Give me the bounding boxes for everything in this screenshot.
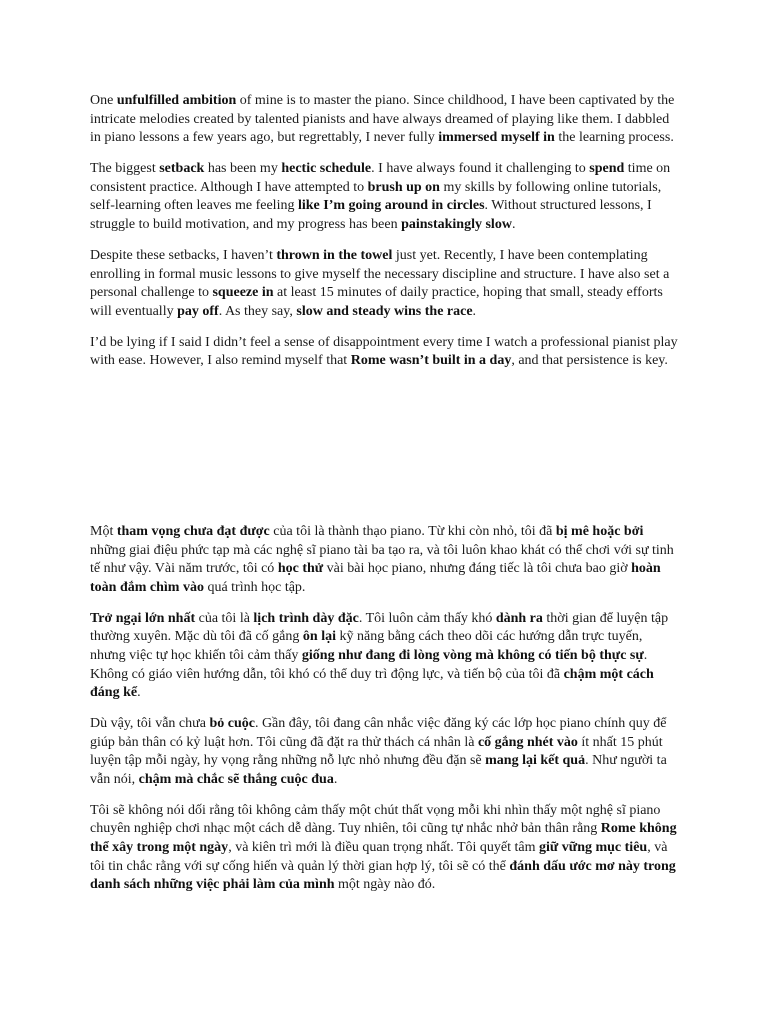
highlighted-phrase: giống như đang đi lòng vòng mà không có tiến bộ thực sự (301, 647, 644, 663)
text-run: những giai điệu phức tạp mà các nghệ sĩ piano tài ba tạo ra, và tôi luôn khao khát có thể chơi với sự tinh tế như vậy. Vài năm trước, tôi có (90, 542, 674, 577)
highlighted-phrase: chậm một cách đáng kể (90, 666, 654, 701)
highlighted-phrase: painstakingly slow (401, 216, 512, 232)
text-run: . Như người ta vẫn nói, (90, 753, 667, 787)
paragraph (90, 247, 678, 321)
text-run: . (472, 303, 477, 319)
highlighted-phrase: tham vọng chưa đạt được (116, 524, 270, 539)
text-run: the learning process. (554, 130, 674, 146)
highlighted-phrase: squeeze in (212, 285, 274, 301)
text-run: một ngày nào đó. (334, 877, 436, 893)
highlighted-phrase: đánh dấu ước mơ này trong danh sách những việc phải làm của mình (90, 858, 676, 893)
text-run: . (137, 685, 141, 701)
text-run: has been my (204, 161, 282, 177)
paragraph (90, 802, 678, 895)
text-run: . (511, 216, 516, 232)
highlighted-phrase: pay off (177, 303, 219, 319)
text-run: . (333, 771, 338, 787)
text-run: vài bài học piano, nhưng đáng tiếc là tôi chưa bao giờ (323, 561, 632, 577)
text-run: . I have always found it challenging to (371, 161, 590, 177)
text-run: I’d be lying if I said I didn’t feel a sense of disappointment every time I watch a professional pianist play with ease. However, I also remind myself that (90, 334, 678, 369)
highlighted-phrase: thrown in the towel (276, 247, 393, 263)
text-run: , và tôi tin chắc rằng với sự cống hiến và quản lý thời gian hợp lý, tôi sẽ có thể (90, 840, 668, 874)
highlighted-phrase: Rome không thể xây trong một ngày (90, 821, 677, 856)
highlighted-phrase: slow and steady wins the race (296, 303, 473, 319)
english-essay (90, 92, 678, 383)
highlighted-phrase: hoàn toàn đắm chìm vào (90, 561, 661, 595)
text-run: của tôi là (195, 610, 254, 626)
text-run: time on consistent practice. Although I have attempted to (90, 161, 671, 195)
highlighted-phrase: unfulfilled ambition (116, 93, 237, 108)
paragraph (90, 334, 678, 371)
text-run: . Without structured lessons, I struggle to build motivation, and my progress has been (90, 198, 652, 232)
highlighted-phrase: mang lại kết quả (485, 753, 586, 769)
text-run: của tôi là thành thạo piano. Từ khi còn nhỏ, tôi đã (269, 524, 556, 539)
highlighted-phrase: bỏ cuộc (209, 716, 255, 732)
text-run: Tôi sẽ không nói dối rằng tôi không cảm thấy một chút thất vọng mỗi khi nhìn thấy một nghệ sĩ piano chuyên nghiệp chơi nhạc một cách dễ dàng. Tuy nhiên, tôi cũng tự nhắc nhở bản thân rằng (90, 802, 661, 837)
text-run: . As they say, (218, 303, 297, 319)
highlighted-phrase: like I’m going around in circles (297, 198, 485, 214)
text-run: kỹ năng bằng cách theo dõi các hướng dẫn trực tuyến, nhưng việc tự học khiến tôi cảm thấy (90, 629, 643, 663)
vietnamese-translation (90, 523, 678, 907)
paragraph (90, 523, 678, 597)
text-run: . Tôi luôn cảm thấy khó (358, 610, 496, 626)
paragraph (90, 92, 678, 148)
highlighted-phrase: học thử (277, 561, 324, 577)
highlighted-phrase: bị mê hoặc bởi (555, 524, 644, 539)
text-run: One (90, 93, 117, 108)
paragraph (90, 715, 678, 789)
highlighted-phrase: setback (159, 161, 205, 177)
highlighted-phrase: chậm mà chắc sẽ thắng cuộc đua (138, 771, 334, 787)
paragraph (90, 610, 678, 703)
highlighted-phrase: hectic schedule (281, 161, 372, 177)
text-run: , và kiên trì mới là điều quan trọng nhất. Tôi quyết tâm (228, 840, 539, 856)
text-run: my skills by following online tutorials, self-learning often leaves me feeling (90, 179, 662, 214)
highlighted-phrase: ôn lại (302, 629, 336, 645)
text-run: The biggest (90, 161, 160, 177)
highlighted-phrase: Trở ngại lớn nhất (90, 610, 196, 626)
text-run: just yet. Recently, I have been contemplating enrolling in formal music lessons to give myself the necessary discipline and structure. I have also set a personal challenge to (90, 247, 670, 301)
text-run: ít nhất 15 phút luyện tập mỗi ngày, hy vọng rằng những nỗ lực nhỏ nhưng đều đặn sẽ (90, 734, 663, 769)
paragraph (90, 160, 678, 234)
highlighted-phrase: brush up on (367, 179, 440, 195)
text-run: Một (90, 524, 117, 539)
highlighted-phrase: giữ vững mục tiêu (539, 840, 648, 856)
text-run: Despite these setbacks, I haven’t (90, 247, 277, 263)
highlighted-phrase: immersed myself in (438, 130, 555, 146)
text-run: , and that persistence is key. (511, 353, 668, 369)
highlighted-phrase: lịch trình dày đặc (253, 610, 359, 626)
highlighted-phrase: spend (589, 161, 625, 177)
text-run: Dù vậy, tôi vẫn chưa (90, 716, 210, 732)
highlighted-phrase: Rome wasn’t built in a day (350, 353, 512, 369)
text-run: . Không có giáo viên hướng dẫn, tôi khó có thể duy trì động lực, và tiến bộ của tôi đã (90, 647, 648, 682)
text-run: quá trình học tập. (203, 579, 306, 595)
text-run: of mine is to master the piano. Since childhood, I have been captivated by the intricate melodies created by talented pianists and have always dreamed of playing like them. I dabbled in piano lessons a few years ago, but regrettably, I never fully (90, 93, 675, 146)
text-run: at least 15 minutes of daily practice, hoping that small, steady efforts will eventually (90, 285, 663, 319)
text-run: . Gần đây, tôi đang cân nhắc việc đăng ký các lớp học piano chính quy để giúp bản thân có kỷ luật hơn. Tôi cũng đã đặt ra thử thách cá nhân là (90, 716, 667, 750)
highlighted-phrase: cố gắng nhét vào (477, 734, 578, 750)
text-run: thời gian để luyện tập thường xuyên. Mặc dù tôi đã cố gắng (90, 610, 669, 645)
highlighted-phrase: dành ra (495, 610, 543, 626)
